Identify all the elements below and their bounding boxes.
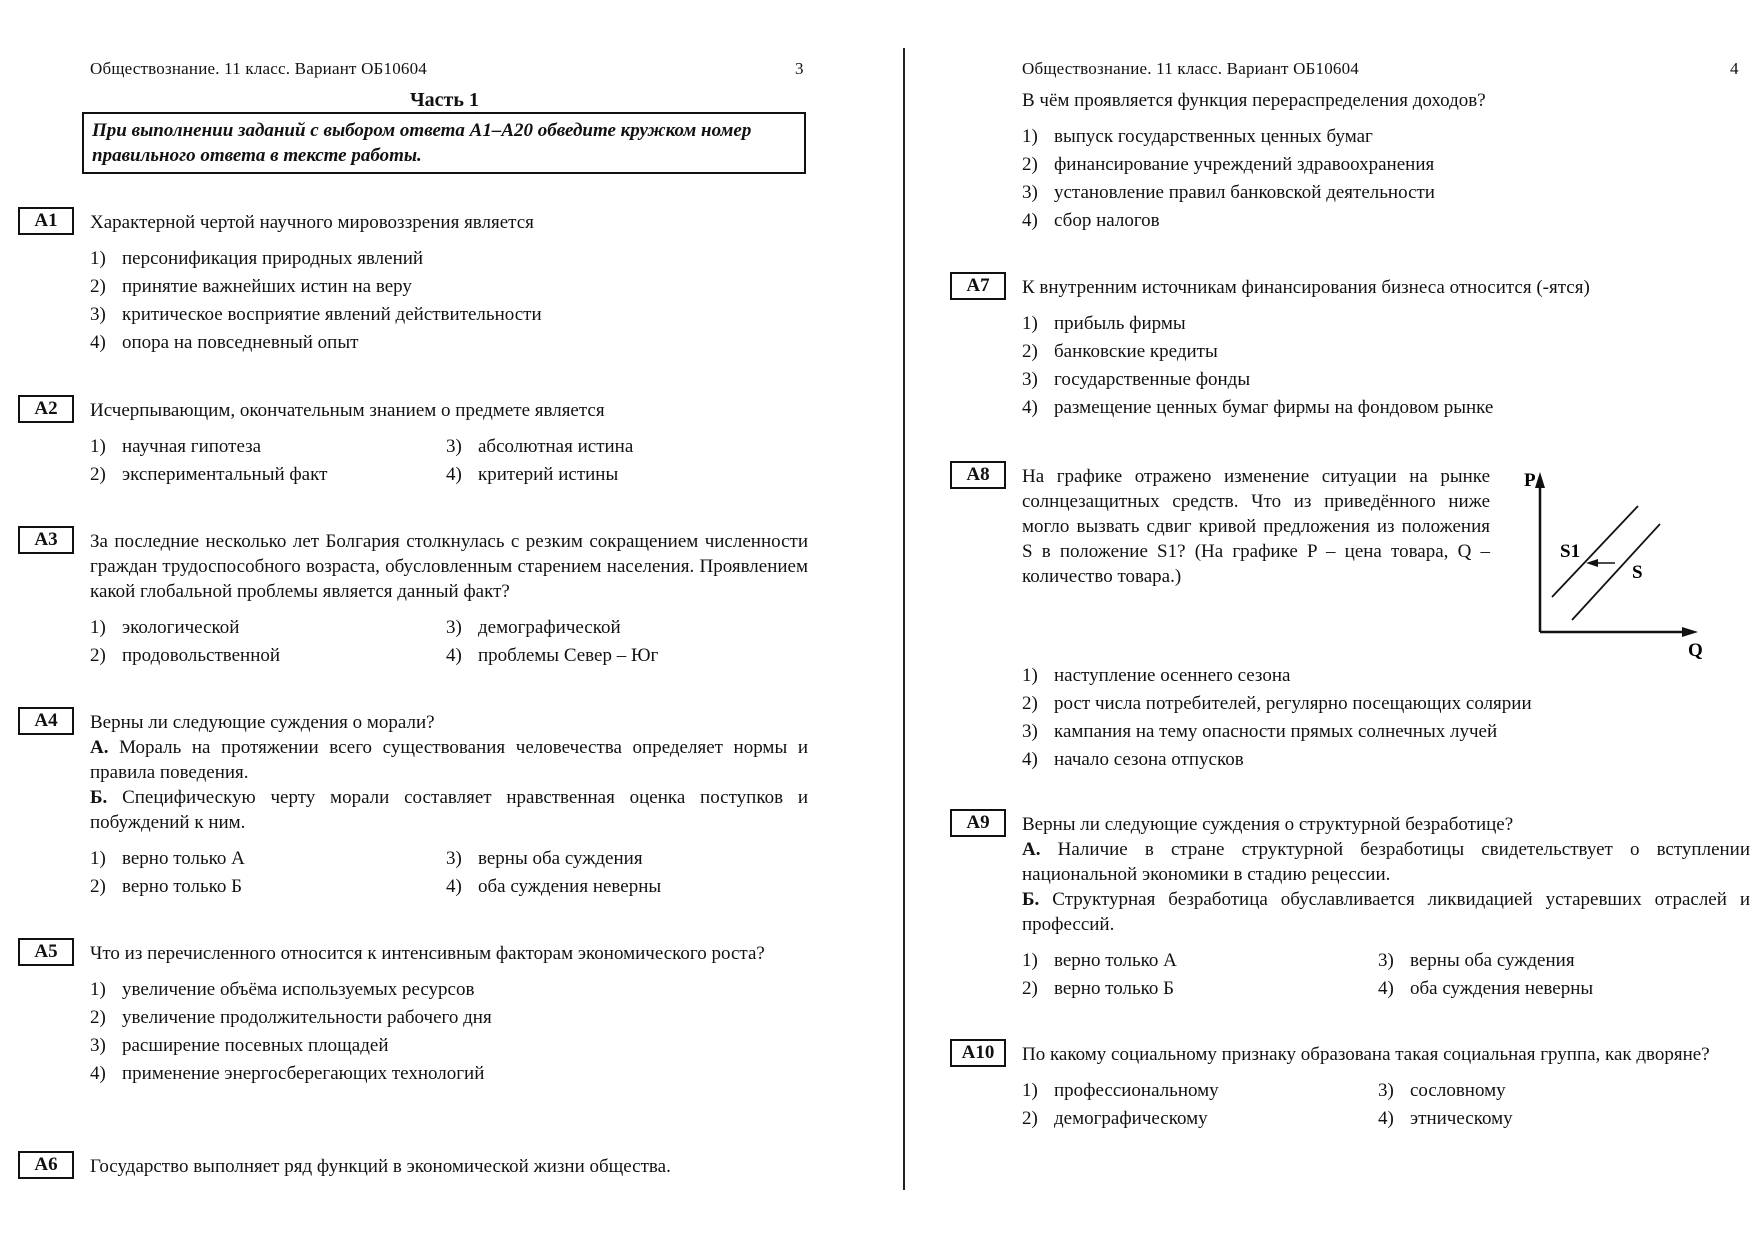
curve-label-s1: S1 bbox=[1560, 541, 1581, 562]
right-page bbox=[930, 0, 1754, 1239]
x-axis-arrow bbox=[1682, 627, 1698, 637]
answer-option[interactable]: 1) научная гипотеза bbox=[90, 436, 262, 457]
statement-a: А. Наличие в стране структурной безработицы свидетельствует о вступлении национальной экономики в стадию рецессии. bbox=[1022, 839, 1751, 885]
answer-option[interactable]: 2) верно только Б bbox=[1022, 978, 1175, 999]
x-axis-label: Q bbox=[1688, 640, 1703, 661]
answer-option[interactable]: 3) государственные фонды bbox=[1022, 369, 1251, 390]
question-a2 bbox=[90, 398, 808, 489]
part-title: Часть 1 bbox=[410, 89, 479, 111]
question-stem: Верны ли следующие суждения о структурной безработице? bbox=[1022, 814, 1514, 835]
question-stem: За последние несколько лет Болгария столкнулась с резким сокращением численности граждан трудоспособного возраста, обусловленным старением населения. Проявлением какой глобальной проблемы является данный факт? bbox=[90, 531, 808, 602]
answer-option[interactable]: 4) этническому bbox=[1378, 1108, 1513, 1129]
question-stem: Государство выполняет ряд функций в экономической жизни общества. bbox=[90, 1156, 671, 1177]
answer-option[interactable]: 2) верно только Б bbox=[90, 876, 243, 897]
question-stem: Что из перечисленного относится к интенсивным факторам экономического роста? bbox=[90, 943, 765, 964]
question-stem: Характерной чертой научного мировоззрения является bbox=[90, 212, 534, 233]
question-number-a4: А4 bbox=[18, 707, 74, 735]
question-number-a3: А3 bbox=[18, 526, 74, 554]
instruction-box: При выполнении заданий с выбором ответа А1–А20 обведите кружком номер правильного ответа в тексте работы. bbox=[82, 112, 806, 174]
answer-option[interactable]: 3) расширение посевных площадей bbox=[90, 1035, 389, 1056]
answer-option[interactable]: 3) верны оба суждения bbox=[446, 848, 643, 869]
answer-option[interactable]: 3) сословному bbox=[1378, 1080, 1506, 1101]
answer-option[interactable]: 3) установление правил банковской деятельности bbox=[1022, 182, 1435, 203]
supply-curve-s bbox=[1572, 524, 1660, 620]
statement-b: Б. Структурная безработица обуславливается ликвидацией устаревших отраслей и профессий. bbox=[1022, 889, 1751, 935]
answer-option[interactable]: 2) увеличение продолжительности рабочего дня bbox=[90, 1007, 492, 1028]
question-a9 bbox=[1022, 812, 1750, 1003]
page-number: 4 bbox=[1730, 59, 1739, 78]
answer-option[interactable]: 4) опора на повседневный опыт bbox=[90, 332, 359, 353]
question-a1 bbox=[90, 210, 808, 357]
answer-option[interactable]: 3) демографической bbox=[446, 617, 621, 638]
question-number-a6: А6 bbox=[18, 1151, 74, 1179]
question-a10 bbox=[1022, 1042, 1750, 1133]
y-axis-arrow bbox=[1535, 472, 1545, 488]
question-number-a2: А2 bbox=[18, 395, 74, 423]
supply-shift-chart bbox=[1510, 462, 1750, 662]
question-number-a8: А8 bbox=[950, 461, 1006, 489]
page-header: Обществознание. 11 класс. Вариант ОБ10604 bbox=[1022, 59, 1360, 78]
y-axis-label: P bbox=[1524, 470, 1536, 491]
answer-option[interactable]: 2) рост числа потребителей, регулярно посещающих солярии bbox=[1022, 693, 1532, 714]
answer-option[interactable]: 1) верно только А bbox=[1022, 950, 1177, 971]
question-stem: Исчерпывающим, окончательным знанием о предмете является bbox=[90, 400, 605, 421]
question-number-a5: А5 bbox=[18, 938, 74, 966]
question-stem: В чём проявляется функция перераспределения доходов? bbox=[1022, 90, 1486, 111]
page-header: Обществознание. 11 класс. Вариант ОБ10604 bbox=[90, 59, 428, 78]
answer-option[interactable]: 2) экспериментальный факт bbox=[90, 464, 328, 485]
question-stem: Верны ли следующие суждения о морали? bbox=[90, 712, 435, 733]
answer-option[interactable]: 2) банковские кредиты bbox=[1022, 341, 1218, 362]
answer-option[interactable]: 2) демографическому bbox=[1022, 1108, 1208, 1129]
answer-option[interactable]: 1) увеличение объёма используемых ресурсов bbox=[90, 979, 475, 1000]
answer-option[interactable]: 1) прибыль фирмы bbox=[1022, 313, 1186, 334]
question-stem: На графике отражено изменение ситуации на рынке солнцезащитных средств. Что из приведённого ниже могло вызвать сдвиг кривой предложения из положения S в положение S1? (На графике P – цена товара, Q – количество товара.) bbox=[1022, 466, 1490, 587]
answer-option[interactable]: 1) наступление осеннего сезона bbox=[1022, 665, 1291, 686]
question-number-a10: А10 bbox=[950, 1039, 1006, 1067]
page-number: 3 bbox=[795, 59, 804, 78]
question-number-a1: А1 bbox=[18, 207, 74, 235]
answer-option[interactable]: 3) критическое восприятие явлений действительности bbox=[90, 304, 542, 325]
statement-b: Б. Специфическую черту морали составляет нравственная оценка поступков и побуждений к ним. bbox=[90, 787, 809, 833]
answer-option[interactable]: 4) начало сезона отпусков bbox=[1022, 749, 1244, 770]
answer-option[interactable]: 4) оба суждения неверны bbox=[446, 876, 662, 897]
answer-option[interactable]: 2) финансирование учреждений здравоохранения bbox=[1022, 154, 1435, 175]
question-a5 bbox=[90, 941, 808, 1088]
answer-option[interactable]: 1) выпуск государственных ценных бумаг bbox=[1022, 126, 1373, 147]
answer-option[interactable]: 1) профессиональному bbox=[1022, 1080, 1219, 1101]
answer-option[interactable]: 2) продовольственной bbox=[90, 645, 281, 666]
question-number-a9: А9 bbox=[950, 809, 1006, 837]
question-a7 bbox=[1022, 275, 1750, 422]
answer-option[interactable]: 4) проблемы Север – Юг bbox=[446, 645, 659, 666]
answer-option[interactable]: 3) кампания на тему опасности прямых солнечных лучей bbox=[1022, 721, 1498, 742]
answer-option[interactable]: 4) критерий истины bbox=[446, 464, 619, 485]
answer-option[interactable]: 4) оба суждения неверны bbox=[1378, 978, 1594, 999]
answer-option[interactable]: 4) размещение ценных бумаг фирмы на фондовом рынке bbox=[1022, 397, 1494, 418]
curve-label-s: S bbox=[1632, 562, 1643, 583]
question-a8-options bbox=[1022, 662, 1750, 774]
question-stem: К внутренним источникам финансирования бизнеса относится (-ятся) bbox=[1022, 277, 1590, 298]
question-number-a7: А7 bbox=[950, 272, 1006, 300]
statement-a: А. Мораль на протяжении всего существования человечества определяет нормы и правила поведения. bbox=[90, 737, 809, 783]
question-a6 bbox=[90, 1154, 808, 1179]
answer-option[interactable]: 1) экологической bbox=[90, 617, 240, 638]
page-divider bbox=[903, 48, 905, 1190]
question-stem: По какому социальному признаку образована такая социальная группа, как дворяне? bbox=[1022, 1044, 1710, 1065]
answer-option[interactable]: 3) абсолютная истина bbox=[446, 436, 634, 457]
question-a6-continued bbox=[1022, 88, 1750, 235]
answer-option[interactable]: 1) верно только А bbox=[90, 848, 245, 869]
answer-option[interactable]: 4) применение энергосберегающих технологий bbox=[90, 1063, 485, 1084]
question-a4 bbox=[90, 710, 808, 901]
question-a3 bbox=[90, 529, 808, 670]
answer-option[interactable]: 1) персонификация природных явлений bbox=[90, 248, 424, 269]
answer-option[interactable]: 3) верны оба суждения bbox=[1378, 950, 1575, 971]
question-a8 bbox=[1022, 464, 1490, 589]
answer-option[interactable]: 4) сбор налогов bbox=[1022, 210, 1160, 231]
answer-option[interactable]: 2) принятие важнейших истин на веру bbox=[90, 276, 412, 297]
